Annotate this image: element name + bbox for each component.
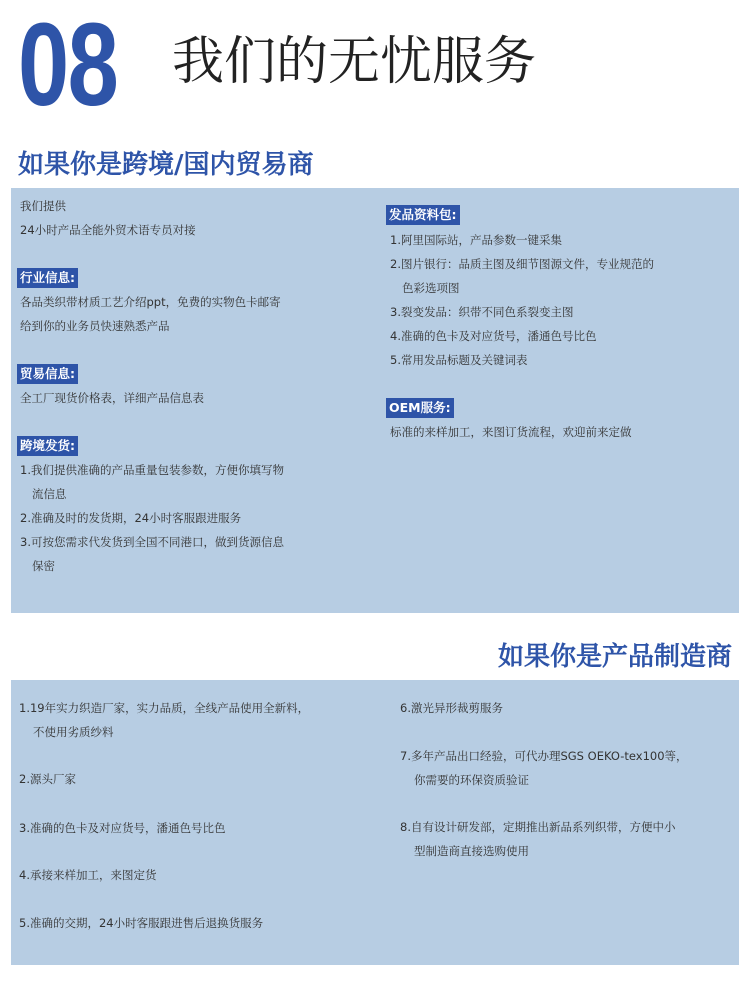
shipping-line: 流信息	[32, 487, 67, 501]
package-line: 5.常用发品标题及关键词表	[390, 353, 528, 367]
intro-line: 我们提供	[20, 199, 66, 213]
manufacturer-item-line: 不使用劣质纱料	[33, 725, 114, 739]
section1-title: 如果你是跨境/国内贸易商	[18, 150, 314, 180]
intro-line: 24小时产品全能外贸术语专员对接	[20, 223, 196, 237]
manufacturer-item-line: 7.多年产品出口经验，可代办理SGS OEKO-tex100等，	[400, 749, 688, 763]
shipping-line: 2.准确及时的发货期，24小时客服跟进服务	[20, 511, 242, 525]
shipping-tag: 跨境发货:	[17, 436, 78, 456]
manufacturer-services-panel	[11, 680, 739, 965]
industry-info-line: 给到你的业务员快速熟悉产品	[20, 319, 170, 333]
trade-info-line: 全工厂现货价格表，详细产品信息表	[20, 391, 204, 405]
manufacturer-item-line: 1.19年实力织造厂家，实力品质，全线产品使用全新料，	[19, 701, 310, 715]
industry-info-tag: 行业信息:	[17, 268, 78, 288]
manufacturer-item-line: 2.源头厂家	[19, 772, 76, 786]
page-title: 我们的无忧服务	[172, 32, 537, 92]
oem-service-tag: OEM服务:	[386, 398, 454, 418]
shipping-line: 3.可按您需求代发货到全国不同港口，做到货源信息	[20, 535, 284, 549]
manufacturer-item-line: 4.承接来样加工，来图定货	[19, 868, 157, 882]
package-line: 2.图片银行：品质主图及细节图源文件，专业规范的	[390, 257, 654, 271]
oem-line: 标准的来样加工，来图订货流程，欢迎前来定做	[390, 425, 632, 439]
trade-info-tag: 贸易信息:	[17, 364, 78, 384]
package-line: 3.裂变发品：织带不同色系裂变主图	[390, 305, 574, 319]
manufacturer-item-line: 5.准确的交期，24小时客服跟进售后退换货服务	[19, 916, 264, 930]
shipping-line: 1.我们提供准确的产品重量包装参数，方便你填写物	[20, 463, 284, 477]
industry-info-line: 各品类织带材质工艺介绍ppt，免费的实物色卡邮寄	[20, 295, 281, 309]
manufacturer-item-line: 6.激光异形裁剪服务	[400, 701, 503, 715]
product-package-tag: 发品资料包:	[386, 205, 460, 225]
package-line: 4.准确的色卡及对应货号，潘通色号比色	[390, 329, 597, 343]
package-line: 1.阿里国际站，产品参数一键采集	[390, 233, 562, 247]
trader-services-panel	[11, 188, 739, 613]
manufacturer-item-line: 型制造商直接选购使用	[414, 844, 529, 858]
manufacturer-item-line: 3.准确的色卡及对应货号，潘通色号比色	[19, 821, 226, 835]
section-number: 08	[18, 0, 118, 131]
page-header	[0, 0, 750, 130]
package-line: 色彩选项图	[402, 281, 460, 295]
section2-title: 如果你是产品制造商	[497, 642, 732, 672]
shipping-line: 保密	[32, 559, 55, 573]
manufacturer-item-line: 8.自有设计研发部，定期推出新品系列织带，方便中小	[400, 820, 676, 834]
manufacturer-item-line: 你需要的环保资质验证	[414, 773, 529, 787]
